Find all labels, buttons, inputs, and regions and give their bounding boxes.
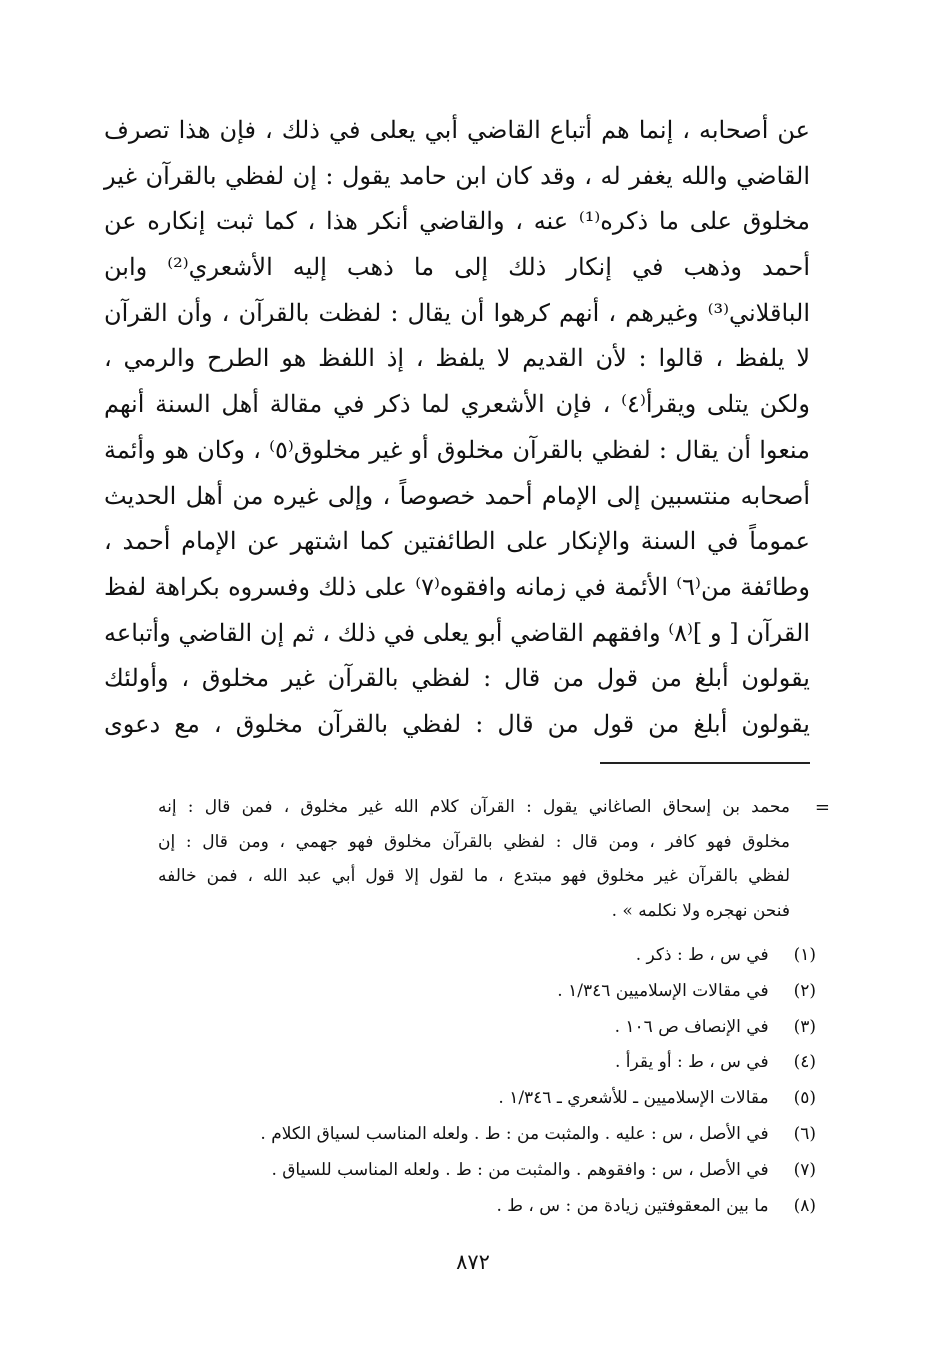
footnote-text: في مقالات الإسلاميين ١/٣٤٦ . bbox=[557, 980, 769, 1001]
main-text-line: القرآن [ و ]⁽٨⁾ وافقهم القاضي أبو يعلى في ذلك ، ثم إن القاضي وأتباعه bbox=[104, 618, 810, 647]
footnote-number: (١) bbox=[793, 945, 816, 965]
continuation-marker: = bbox=[814, 797, 830, 818]
footnote-item bbox=[100, 938, 816, 974]
footnote-number: (٤) bbox=[793, 1052, 816, 1073]
main-text-line: مخلوق على ما ذكره⁽¹⁾ عنه ، والقاضي أنكر هذا ، كما ثبت إنكاره عن bbox=[104, 207, 811, 236]
footnote-item bbox=[100, 974, 816, 1010]
continuation-line: لفظي بالقرآن غير مخلوق فهو مبتدع ، ما لقول إلا قول أبي عبد الله ، فمن خالفه bbox=[158, 866, 790, 886]
footnote-separator-rule bbox=[600, 762, 810, 764]
footnote-text: في س ، ط : أو يقرأ . bbox=[615, 1052, 769, 1073]
main-text-line: الباقلاني⁽³⁾ وغيرهم ، أنهم كرهوا أن يقال : لفظت بالقرآن ، وأن القرآن bbox=[104, 298, 810, 327]
footnote-number: (٣) bbox=[793, 1016, 816, 1037]
main-text-line: يقولون أبلغ من قول من قال : لفظي بالقرآن مخلوق ، مع دعوى bbox=[104, 709, 810, 738]
footnotes-list bbox=[100, 938, 816, 1224]
footnote-number: (٧) bbox=[793, 1159, 816, 1180]
main-text-line: ولكن يتلى ويقرأ⁽٤⁾ ، فإن الأشعري لما ذكر في مقالة أهل السنة أنهم bbox=[104, 390, 810, 419]
footnote-number: (٥) bbox=[793, 1088, 816, 1109]
page-number: ٨٧٢ bbox=[456, 1250, 490, 1274]
footnote-item bbox=[100, 1010, 816, 1046]
continuation-line: محمد بن إسحاق الصاغاني يقول : القرآن كلام الله غير مخلوق ، فمن قال : إنه bbox=[158, 797, 790, 817]
main-text-line: لا يلفظ ، قالوا : لأن القديم لا يلفظ ، إذ اللفظ هو الطرح والرمي ، bbox=[104, 344, 810, 373]
main-text-line: عموماً في السنة والإنكار على الطائفتين كما اشتهر عن الإمام أحمد ، bbox=[104, 527, 810, 556]
footnote-text: في الإنصاف ص ١٠٦ . bbox=[614, 1016, 769, 1037]
main-text-line: عن أصحابه ، إنما هم أتباع القاضي أبي يعلى في ذلك ، فإن هذا تصرف bbox=[104, 116, 810, 144]
footnote-text: ما بين المعقوفتين زيادة من : س ، ط . bbox=[496, 1195, 769, 1216]
continuation-line: فنحن نهجره ولا نكلمه » . bbox=[611, 900, 790, 921]
main-text-line: يقولون أبلغ من قول من قال : لفظي بالقرآن غير مخلوق ، وأولئك bbox=[104, 664, 810, 693]
continuation-line: مخلوق فهو كافر ، ومن قال : لفظي بالقرآن مخلوق فهو جهمي ، ومن قال : إن bbox=[158, 831, 790, 852]
footnote-item bbox=[100, 1117, 816, 1153]
main-text-line: القاضي والله يغفر له ، وقد كان ابن حامد يقول : إن لفظي بالقرآن غير bbox=[104, 161, 810, 190]
main-text-line: منعوا أن يقال : لفظي بالقرآن مخلوق أو غير مخلوق⁽٥⁾ ، وكان هو وأئمة bbox=[104, 435, 811, 464]
footnote-item bbox=[100, 1153, 816, 1189]
footnote-number: (٦) bbox=[793, 1123, 816, 1144]
main-text-line: أصحابه منتسبين إلى الإمام أحمد خصوصاً ، وإلى غيره من أهل الحديث bbox=[104, 481, 810, 510]
footnote-item bbox=[100, 1189, 816, 1225]
footnote-item bbox=[100, 1081, 816, 1117]
footnote-text: في س ، ط : ذكر . bbox=[635, 945, 769, 965]
main-text-line: أحمد وذهب في إنكار ذلك إلى ما ذهب إليه الأشعري⁽²⁾ وابن bbox=[104, 253, 810, 282]
footnote-text: في الأصل ، س : وافقوهم . والمثبت من : ط . ولعله المناسب للسياق . bbox=[271, 1159, 769, 1180]
main-text-line: وطائفة من⁽٦⁾ الأئمة في زمانه وافقوه⁽٧⁾ على ذلك وفسروه بكراهة لفظ bbox=[104, 572, 811, 601]
footnote-text: في الأصل ، س : عليه . والمثبت من : ط . ولعله المناسب لسياق الكلام . bbox=[260, 1123, 769, 1144]
continuation-body bbox=[158, 790, 790, 928]
footnote-number: (٨) bbox=[793, 1195, 816, 1216]
footnote-number: (٢) bbox=[793, 980, 816, 1001]
footnote-item bbox=[100, 1045, 816, 1081]
footnote-text: مقالات الإسلاميين ـ للأشعري ـ ١/٣٤٦ . bbox=[498, 1088, 769, 1109]
main-text-block bbox=[104, 108, 810, 748]
